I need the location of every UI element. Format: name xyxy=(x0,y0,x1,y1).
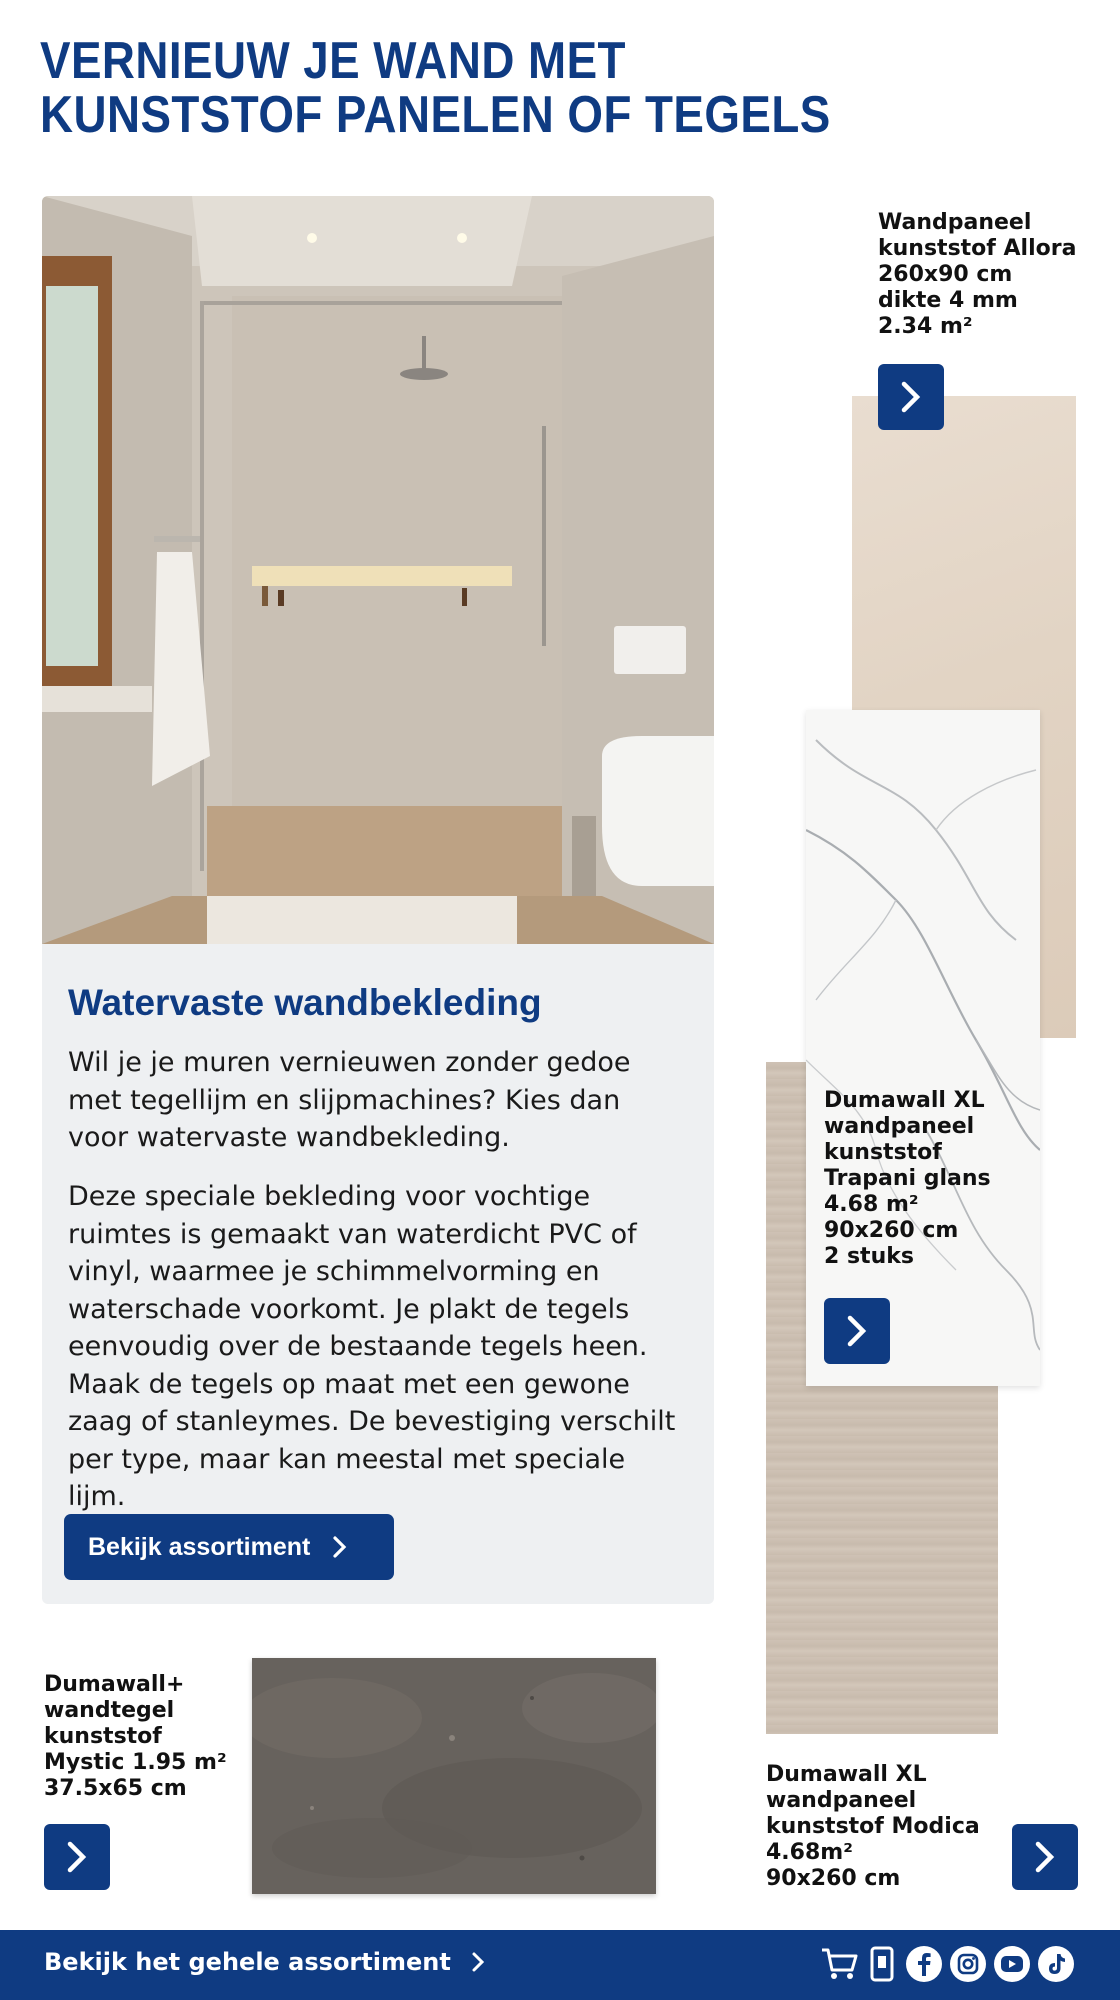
headline-line-1: VERNIEUW JE WAND MET xyxy=(40,32,626,90)
mobile-icon[interactable] xyxy=(862,1944,902,1984)
chevron-right-icon xyxy=(471,1951,485,1973)
facebook-icon[interactable] xyxy=(904,1944,944,1984)
modica-product-label: Dumawall XL wandpaneel kunststof Modica 4.68m² 90x260 cm xyxy=(766,1762,980,1891)
trapani-product-label: Dumawall XL wandpaneel kunststof Trapani glans 4.68 m² 90x260 cm 2 stuks xyxy=(824,1088,991,1269)
card-title: Watervaste wandbekleding xyxy=(68,982,542,1023)
instagram-icon[interactable] xyxy=(948,1944,988,1984)
footer-bar xyxy=(0,1930,1120,2000)
stone-texture xyxy=(252,1658,656,1894)
trapani-arrow-button[interactable] xyxy=(824,1298,890,1364)
view-assortment-button[interactable] xyxy=(64,1514,394,1580)
chevron-right-icon xyxy=(845,1313,869,1349)
view-assortment-label: Bekijk assortiment xyxy=(88,1532,311,1561)
footer-link-label: Bekijk het gehele assortiment xyxy=(44,1948,451,1976)
mystic-arrow-button[interactable] xyxy=(44,1824,110,1890)
tiktok-icon[interactable] xyxy=(1036,1944,1076,1984)
content-card xyxy=(42,196,714,1604)
trapani-panel-swatch[interactable] xyxy=(806,710,1040,1386)
modica-arrow-button[interactable] xyxy=(1012,1824,1078,1890)
youtube-icon[interactable] xyxy=(992,1944,1032,1984)
chevron-right-icon xyxy=(899,379,923,415)
chevron-right-icon xyxy=(332,1535,348,1559)
marble-veins xyxy=(806,710,1040,1386)
cart-icon[interactable] xyxy=(820,1944,860,1984)
bathroom-photo xyxy=(42,196,714,944)
allora-product-label: Wandpaneel kunststof Allora 260x90 cm dikte 4 mm 2.34 m² xyxy=(878,210,1077,339)
mystic-tile-swatch[interactable] xyxy=(252,1658,656,1894)
card-paragraph-2: Deze speciale bekleding voor vochtige ruimtes is gemaakt van waterdicht PVC of vinyl, waarmee je schimmelvorming en waterschade voorkomt. Je plakt de tegels eenvoudig over de bestaande tegels heen. Maak de tegels op maat met een gewone zaag of stanleymes. De bevestiging verschilt per type, maar kan meestal met speciale lijm. xyxy=(68,1181,676,1512)
view-full-assortment-link[interactable] xyxy=(44,1948,485,1976)
card-paragraph-1: Wil je je muren vernieuwen zonder gedoe met tegellijm en slijpmachines? Kies dan voor watervaste wandbekleding. xyxy=(68,1047,631,1153)
allora-arrow-button[interactable] xyxy=(878,364,944,430)
mystic-product-label: Dumawall+ wandtegel kunststof Mystic 1.95 m² 37.5x65 cm xyxy=(44,1672,227,1801)
page-headline xyxy=(40,34,832,142)
chevron-right-icon xyxy=(1033,1839,1057,1875)
chevron-right-icon xyxy=(65,1839,89,1875)
headline-line-2: KUNSTSTOF PANELEN OF TEGELS xyxy=(40,86,831,144)
